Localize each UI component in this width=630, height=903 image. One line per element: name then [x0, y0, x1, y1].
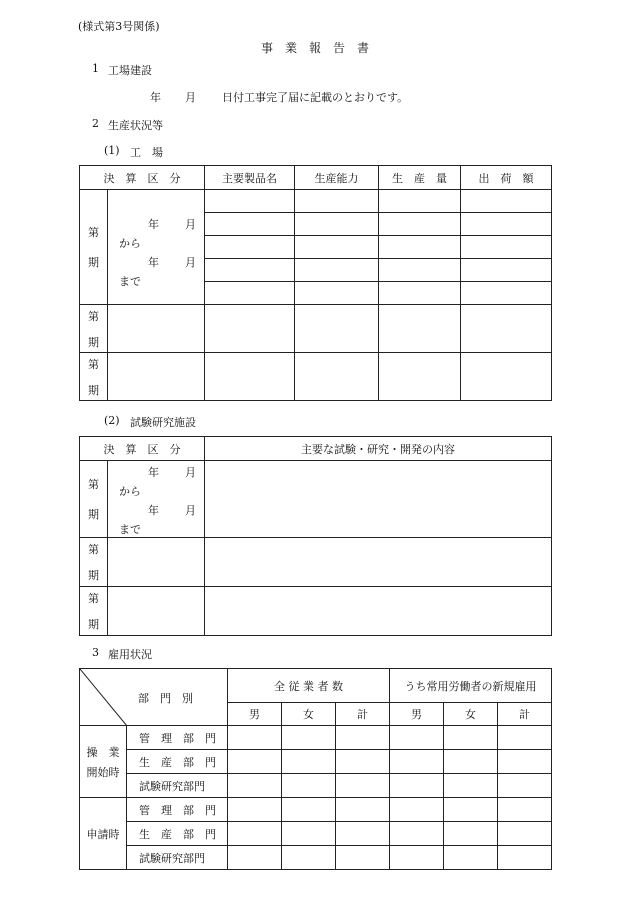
employment-cell[interactable]	[336, 798, 390, 822]
employment-cell[interactable]	[498, 750, 552, 774]
section-1-year: 年	[150, 91, 161, 104]
employment-cell[interactable]	[390, 798, 444, 822]
section-1-label: 工場建設	[108, 64, 152, 77]
section-2-2-number: (2)	[104, 414, 120, 427]
factory-cell[interactable]	[379, 305, 461, 353]
section-2-1-number: (1)	[104, 144, 120, 157]
factory-cell[interactable]	[461, 213, 552, 236]
employment-row-apply: 申請時	[80, 798, 127, 870]
section-2-1-label: 工 場	[130, 146, 163, 159]
factory-period-label: 第 期	[80, 353, 108, 401]
employment-dept-admin: 管 理 部 門	[127, 798, 228, 822]
factory-cell[interactable]	[205, 236, 295, 259]
research-table	[79, 436, 552, 636]
factory-period-label: 第 期	[80, 305, 108, 353]
research-cell[interactable]	[205, 587, 552, 636]
section-3-number: 3	[92, 646, 99, 659]
factory-cell[interactable]	[108, 353, 205, 401]
employment-header-female: 女	[444, 703, 498, 726]
employment-row-start: 操 業 開始時	[80, 726, 127, 798]
factory-cell[interactable]	[295, 259, 379, 282]
factory-cell[interactable]	[295, 282, 379, 305]
employment-header-female: 女	[282, 703, 336, 726]
factory-cell[interactable]	[461, 353, 552, 401]
factory-period-range: 年 月 から 年 月 まで	[108, 190, 205, 305]
research-period-range: 年 月 から 年 月 まで	[108, 461, 205, 538]
employment-cell[interactable]	[444, 846, 498, 870]
research-cell[interactable]	[205, 461, 552, 538]
research-period-label: 第 期	[80, 461, 108, 538]
research-header-content: 主要な試験・研究・開発の内容	[205, 437, 552, 461]
factory-header-capacity: 生産能力	[295, 166, 379, 190]
factory-cell[interactable]	[205, 282, 295, 305]
factory-cell[interactable]	[205, 305, 295, 353]
employment-cell[interactable]	[390, 726, 444, 750]
factory-table	[79, 165, 552, 401]
factory-cell[interactable]	[295, 190, 379, 213]
employment-cell[interactable]	[228, 750, 282, 774]
employment-cell[interactable]	[282, 822, 336, 846]
employment-header-all: 全 従 業 者 数	[228, 669, 390, 703]
employment-cell[interactable]	[390, 846, 444, 870]
factory-cell[interactable]	[295, 353, 379, 401]
research-period-label: 第 期	[80, 587, 108, 636]
research-cell[interactable]	[108, 587, 205, 636]
section-1-month: 月	[185, 91, 196, 104]
factory-cell[interactable]	[379, 213, 461, 236]
employment-header-new: うち常用労働者の新規雇用	[390, 669, 552, 703]
employment-dept-prod: 生 産 部 門	[127, 822, 228, 846]
research-cell[interactable]	[108, 538, 205, 587]
factory-cell[interactable]	[461, 282, 552, 305]
factory-header-period: 決 算 区 分	[80, 166, 205, 190]
factory-cell[interactable]	[461, 236, 552, 259]
factory-cell[interactable]	[461, 259, 552, 282]
factory-cell[interactable]	[295, 305, 379, 353]
employment-cell[interactable]	[444, 798, 498, 822]
factory-cell[interactable]	[295, 236, 379, 259]
factory-cell[interactable]	[379, 190, 461, 213]
employment-cell[interactable]	[282, 726, 336, 750]
employment-cell[interactable]	[498, 846, 552, 870]
employment-cell[interactable]	[228, 822, 282, 846]
employment-header-male: 男	[390, 703, 444, 726]
factory-period-label: 第 期	[80, 190, 108, 305]
section-2-number: 2	[92, 117, 99, 130]
employment-cell[interactable]	[228, 774, 282, 798]
employment-cell[interactable]	[336, 750, 390, 774]
employment-cell[interactable]	[390, 750, 444, 774]
employment-cell[interactable]	[444, 726, 498, 750]
employment-header-male: 男	[228, 703, 282, 726]
employment-cell[interactable]	[498, 822, 552, 846]
employment-cell[interactable]	[390, 822, 444, 846]
employment-cell[interactable]	[498, 726, 552, 750]
employment-cell[interactable]	[228, 846, 282, 870]
employment-cell[interactable]	[336, 846, 390, 870]
employment-dept-rd: 試験研究部門	[127, 846, 228, 870]
factory-header-volume: 生 産 量	[379, 166, 461, 190]
section-3-label: 雇用状況	[108, 648, 152, 661]
employment-cell[interactable]	[282, 774, 336, 798]
employment-cell[interactable]	[228, 726, 282, 750]
factory-cell[interactable]	[379, 282, 461, 305]
employment-dept-rd: 試験研究部門	[127, 774, 228, 798]
employment-header-total: 計	[336, 703, 390, 726]
research-cell[interactable]	[205, 538, 552, 587]
form-number: (様式第3号関係)	[78, 20, 160, 33]
employment-cell[interactable]	[498, 774, 552, 798]
factory-cell[interactable]	[108, 305, 205, 353]
factory-cell[interactable]	[379, 353, 461, 401]
factory-cell[interactable]	[205, 213, 295, 236]
research-header-period: 決 算 区 分	[80, 437, 205, 461]
employment-header-dept: 部 門 別	[138, 692, 193, 705]
research-period-label: 第 期	[80, 538, 108, 587]
factory-cell[interactable]	[205, 259, 295, 282]
page-title: 事 業 報 告 書	[260, 41, 369, 55]
factory-cell[interactable]	[379, 259, 461, 282]
employment-cell[interactable]	[336, 774, 390, 798]
employment-cell[interactable]	[444, 774, 498, 798]
employment-cell[interactable]	[444, 750, 498, 774]
factory-header-product: 主要製品名	[205, 166, 295, 190]
employment-cell[interactable]	[282, 846, 336, 870]
factory-cell[interactable]	[205, 353, 295, 401]
section-1-text: 日付工事完了届に記載のとおりです。	[222, 91, 409, 104]
employment-cell[interactable]	[444, 822, 498, 846]
factory-cell[interactable]	[461, 190, 552, 213]
factory-cell[interactable]	[461, 305, 552, 353]
employment-cell[interactable]	[228, 798, 282, 822]
employment-cell[interactable]	[390, 774, 444, 798]
employment-dept-admin: 管 理 部 門	[127, 726, 228, 750]
employment-cell[interactable]	[282, 798, 336, 822]
employment-cell[interactable]	[498, 798, 552, 822]
employment-corner	[80, 669, 228, 726]
employment-cell[interactable]	[336, 822, 390, 846]
section-2-label: 生産状況等	[108, 119, 163, 132]
section-1-number: 1	[92, 62, 99, 75]
employment-cell[interactable]	[282, 750, 336, 774]
factory-cell[interactable]	[205, 190, 295, 213]
employment-dept-prod: 生 産 部 門	[127, 750, 228, 774]
factory-header-shipment: 出 荷 額	[461, 166, 552, 190]
factory-cell[interactable]	[295, 213, 379, 236]
factory-cell[interactable]	[379, 236, 461, 259]
section-2-2-label: 試験研究施設	[130, 416, 196, 429]
employment-cell[interactable]	[336, 726, 390, 750]
employment-table	[79, 668, 552, 870]
employment-header-total: 計	[498, 703, 552, 726]
